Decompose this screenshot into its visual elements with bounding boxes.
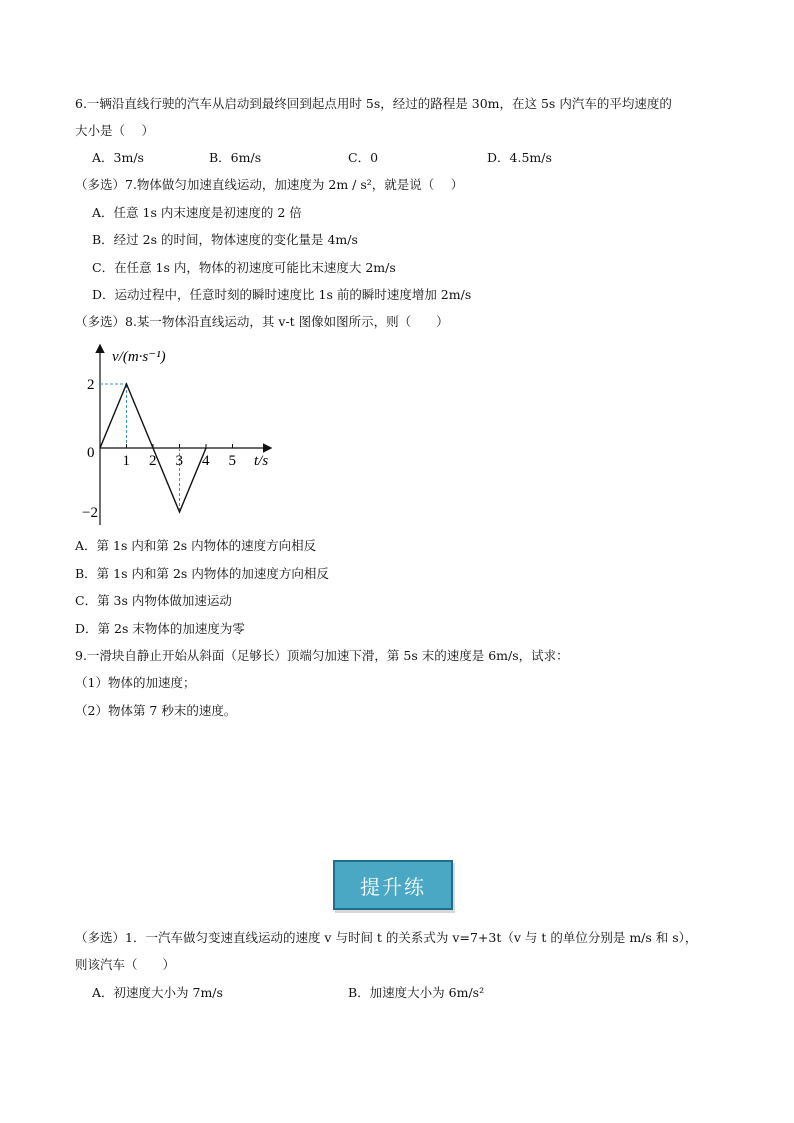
q9-part-2: （2）物体第 7 秒末的速度。: [75, 703, 237, 718]
x-tick-label-1: 1: [122, 453, 130, 469]
t1-stem-line2: 则该汽车（ ）: [75, 957, 176, 972]
q7-option-a: A．任意 1s 内末速度是初速度的 2 倍: [92, 205, 302, 220]
q8-option-b: B．第 1s 内和第 2s 内物体的加速度方向相反: [75, 566, 329, 581]
origin-label: 0: [87, 445, 95, 461]
q9-part-1: （1）物体的加速度；: [75, 675, 196, 690]
q6-option-d: D．4.5m/s: [487, 150, 552, 165]
x-tick-label-2: 2: [149, 453, 157, 469]
q8-stem: （多选）8.某一物体沿直线运动，其 v-t 图像如图所示，则（ ）: [75, 314, 449, 329]
q6-option-c: C．0: [348, 150, 379, 165]
x-tick-label-4: 4: [202, 453, 210, 469]
q6-option-b: B．6m/s: [209, 150, 262, 165]
section-badge: 提升练: [333, 860, 453, 910]
q6-stem-line2: 大小是（ ）: [75, 123, 154, 138]
q7-option-d: D．运动过程中，任意时刻的瞬时速度比 1s 前的瞬时速度增加 2m/s: [92, 287, 472, 302]
t1-option-b: B．加速度大小为 6m/s²: [348, 985, 485, 1000]
q8-option-a: A．第 1s 内和第 2s 内物体的速度方向相反: [75, 538, 317, 553]
t1-option-a: A．初速度大小为 7m/s: [92, 985, 223, 1000]
x-tick-label-5: 5: [228, 453, 236, 469]
q9-stem: 9.一滑块自静止开始从斜面（足够长）顶端匀加速下滑，第 5s 末的速度是 6m/s，试求：: [75, 648, 569, 663]
y-tick-label-1: −2: [82, 505, 98, 521]
q6-option-a: A．3m/s: [92, 150, 144, 165]
q7-option-c: C．在任意 1s 内，物体的初速度可能比末速度大 2m/s: [92, 260, 396, 275]
q7-stem: （多选）7.物体做匀加速直线运动，加速度为 2m / s²，就是说（ ）: [75, 177, 464, 192]
y-axis-label: v/(m·s⁻¹): [112, 349, 166, 365]
q8-option-c: C．第 3s 内物体做加速运动: [75, 593, 232, 608]
x-axis-label: t/s: [254, 453, 269, 469]
q8-option-d: D．第 2s 末物体的加速度为零: [75, 621, 245, 636]
vt-chart: [80, 340, 280, 530]
q7-option-b: B．经过 2s 的时间，物体速度的变化量是 4m/s: [92, 232, 358, 247]
t1-stem-line1: （多选）1．一汽车做匀变速直线运动的速度 v 与时间 t 的关系式为 v=7+3t（v 与 t 的单位分别是 m/s 和 s），: [75, 930, 698, 945]
x-tick-label-3: 3: [175, 453, 183, 469]
y-tick-label-0: 2: [87, 377, 95, 393]
q6-stem-line1: 6.一辆沿直线行驶的汽车从启动到最终回到起点用时 5s，经过的路程是 30m，在这 5s 内汽车的平均速度的: [75, 96, 672, 111]
